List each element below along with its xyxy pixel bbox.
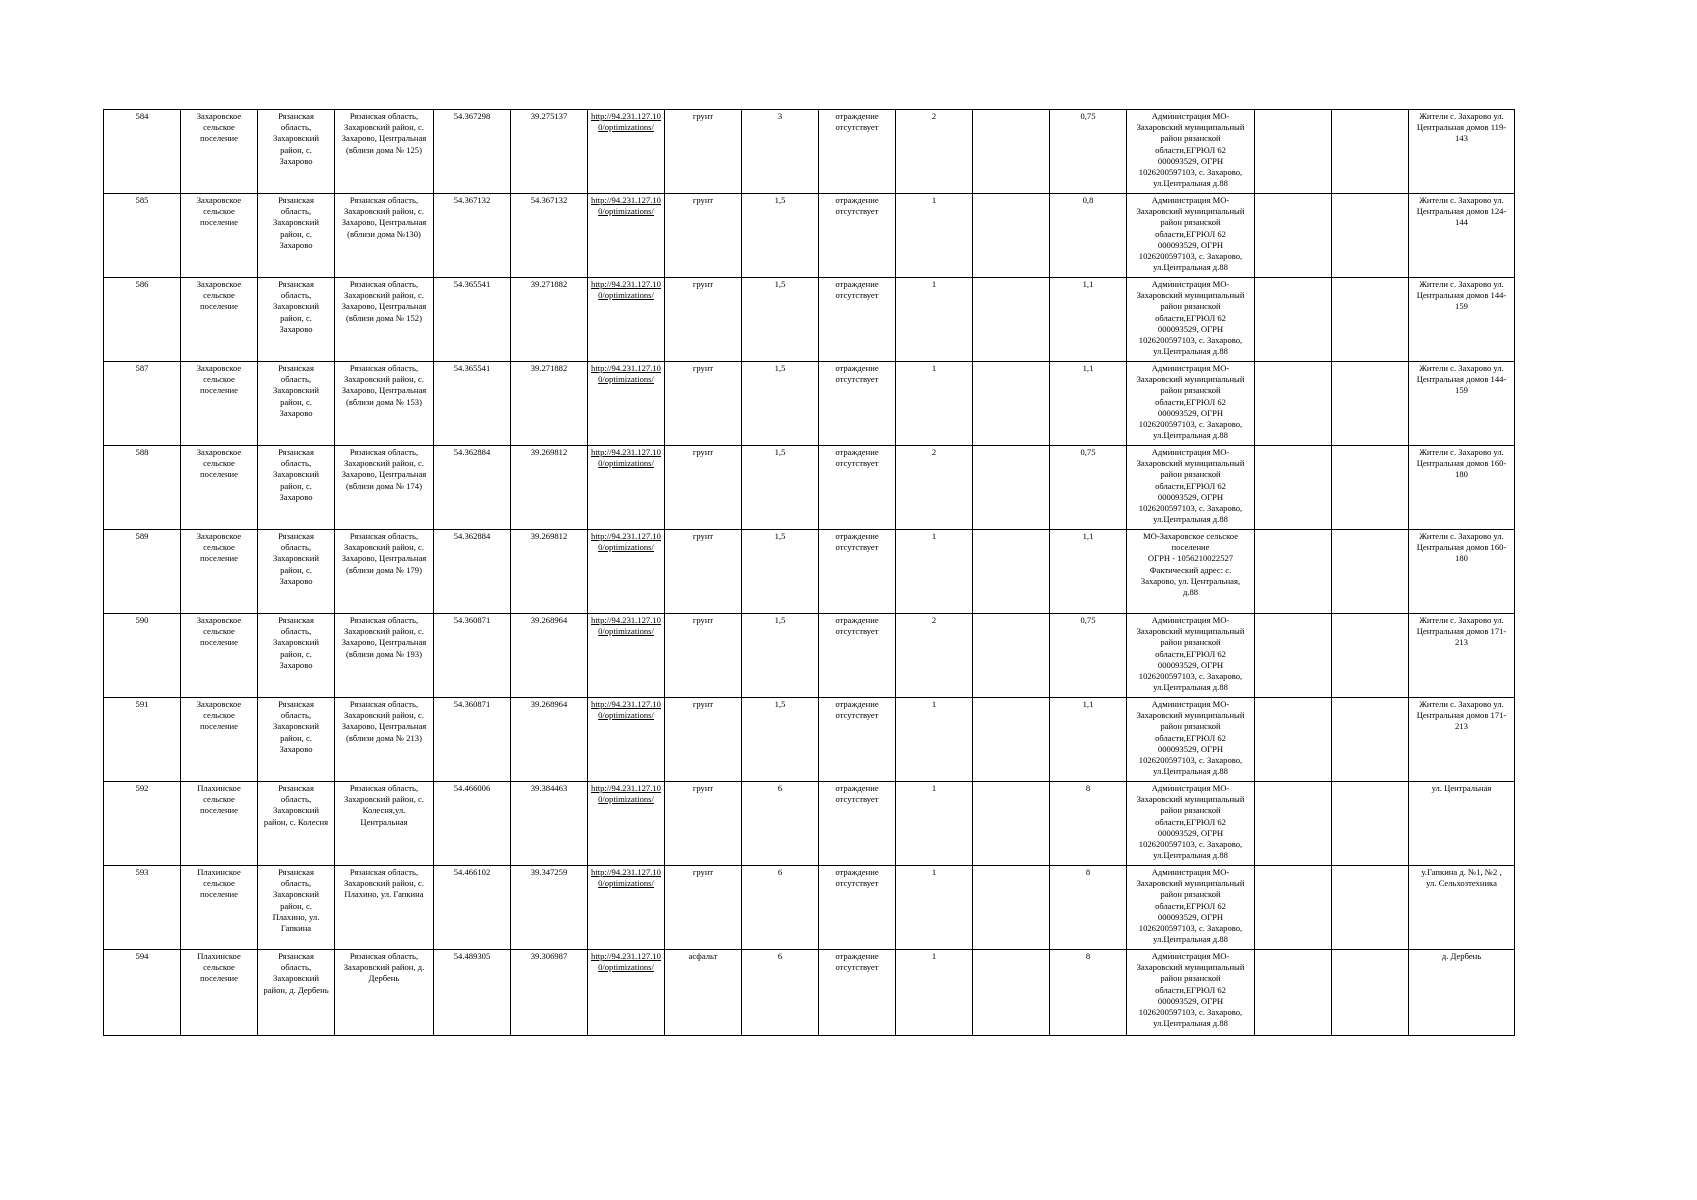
optimizations-link[interactable]: http://94.231.127.10 0/optimizations/ xyxy=(591,279,661,301)
address-cell: Рязанская область, Захаровский район, с. Захарово, Центральная (вблизи дома № 213) xyxy=(335,698,434,782)
empty-cell xyxy=(1255,782,1332,866)
table-row xyxy=(104,950,1515,1036)
fence-cell: отраждение отсутствует xyxy=(819,950,896,1036)
row-number-cell: 587 xyxy=(104,362,181,446)
optimizations-link[interactable]: http://94.231.127.10 0/optimizations/ xyxy=(591,447,661,469)
surface-cell: грунт xyxy=(665,866,742,950)
empty-cell xyxy=(1255,194,1332,278)
volume-cell: 0,75 xyxy=(1050,446,1127,530)
area-cell: 1,5 xyxy=(742,362,819,446)
latitude-cell: 54.365541 xyxy=(434,362,511,446)
district-cell: Рязанская область, Захаровский район, с. Захарово xyxy=(258,446,335,530)
empty-cell xyxy=(1255,866,1332,950)
empty-cell xyxy=(973,194,1050,278)
latitude-cell: 54.489305 xyxy=(434,950,511,1036)
surface-cell: грунт xyxy=(665,362,742,446)
fence-cell: отраждение отсутствует xyxy=(819,866,896,950)
fence-cell: отраждение отсутствует xyxy=(819,530,896,614)
district-cell: Рязанская область, Захаровский район, с. Плахино, ул. Гапкина xyxy=(258,866,335,950)
empty-cell xyxy=(1255,446,1332,530)
link-cell xyxy=(588,950,665,1036)
waste-sources-cell: Жители с. Захарово ул. Центральная домов 160- 180 xyxy=(1409,446,1515,530)
link-cell xyxy=(588,866,665,950)
optimizations-link[interactable]: http://94.231.127.10 0/optimizations/ xyxy=(591,195,661,217)
empty-cell xyxy=(1255,698,1332,782)
owner-cell: Администрация МО- Захаровский муниципальный район рязанской области,ЕГРЮЛ 62 000093529, ОГРН 1026200597103, с. Захарово, ул.Центральная д.88 xyxy=(1127,110,1255,194)
empty-cell xyxy=(1255,950,1332,1036)
latitude-cell: 54.360871 xyxy=(434,614,511,698)
fence-cell: отраждение отсутствует xyxy=(819,698,896,782)
longitude-cell: 39.271882 xyxy=(511,362,588,446)
waste-sources-cell: Жители с. Захарово ул. Центральная домов 124- 144 xyxy=(1409,194,1515,278)
settlement-cell: Плахинское сельское поселение xyxy=(181,950,258,1036)
latitude-cell: 54.360871 xyxy=(434,698,511,782)
area-cell: 1,5 xyxy=(742,194,819,278)
table-row xyxy=(104,698,1515,782)
district-cell: Рязанская область, Захаровский район, с. Захарово xyxy=(258,278,335,362)
fence-cell: отраждение отсутствует xyxy=(819,194,896,278)
volume-cell: 8 xyxy=(1050,866,1127,950)
district-cell: Рязанская область, Захаровский район, с. Захарово xyxy=(258,194,335,278)
table-row xyxy=(104,194,1515,278)
latitude-cell: 54.367298 xyxy=(434,110,511,194)
settlement-cell: Захаровское сельское поселение xyxy=(181,530,258,614)
settlement-cell: Плахинское сельское поселение xyxy=(181,866,258,950)
fence-cell: отраждение отсутствует xyxy=(819,446,896,530)
area-cell: 1,5 xyxy=(742,278,819,362)
owner-cell: Администрация МО- Захаровский муниципальный район рязанской области,ЕГРЮЛ 62 000093529, ОГРН 1026200597103, с. Захарово, ул.Центральная д.88 xyxy=(1127,782,1255,866)
empty-cell xyxy=(973,530,1050,614)
latitude-cell: 54.466102 xyxy=(434,866,511,950)
row-number-cell: 590 xyxy=(104,614,181,698)
area-cell: 6 xyxy=(742,950,819,1036)
waste-sources-cell: Жители с. Захарово ул. Центральная домов 144- 159 xyxy=(1409,362,1515,446)
containers-cell: 2 xyxy=(896,110,973,194)
row-number-cell: 586 xyxy=(104,278,181,362)
area-cell: 3 xyxy=(742,110,819,194)
optimizations-link[interactable]: http://94.231.127.10 0/optimizations/ xyxy=(591,111,661,133)
containers-cell: 2 xyxy=(896,614,973,698)
settlement-cell: Захаровское сельское поселение xyxy=(181,278,258,362)
optimizations-link[interactable]: http://94.231.127.10 0/optimizations/ xyxy=(591,363,661,385)
area-cell: 6 xyxy=(742,866,819,950)
district-cell: Рязанская область, Захаровский район, с. Захарово xyxy=(258,110,335,194)
waste-sources-cell: Жители с. Захарово ул. Центральная домов 171- 213 xyxy=(1409,698,1515,782)
empty-cell xyxy=(1255,110,1332,194)
longitude-cell: 39.306987 xyxy=(511,950,588,1036)
address-cell: Рязанская область, Захаровский район, с. Плахино, ул. Гапкина xyxy=(335,866,434,950)
empty-cell xyxy=(1332,614,1409,698)
empty-cell xyxy=(1332,194,1409,278)
volume-cell: 0,8 xyxy=(1050,194,1127,278)
row-number-cell: 593 xyxy=(104,866,181,950)
owner-cell: МО-Захаровское сельское поселение ОГРН - 1056210022527 Фактический адрес: с. Захарово, ул. Центральная, д.88 xyxy=(1127,530,1255,614)
table-row xyxy=(104,782,1515,866)
row-number-cell: 589 xyxy=(104,530,181,614)
link-cell xyxy=(588,362,665,446)
row-number-cell: 588 xyxy=(104,446,181,530)
empty-cell xyxy=(1255,362,1332,446)
containers-cell: 1 xyxy=(896,866,973,950)
area-cell: 6 xyxy=(742,782,819,866)
address-cell: Рязанская область, Захаровский район, с. Захарово, Центральная (вблизи дома № 193) xyxy=(335,614,434,698)
optimizations-link[interactable]: http://94.231.127.10 0/optimizations/ xyxy=(591,531,661,553)
table-row xyxy=(104,446,1515,530)
table-row xyxy=(104,278,1515,362)
empty-cell xyxy=(973,698,1050,782)
district-cell: Рязанская область, Захаровский район, с. Захарово xyxy=(258,614,335,698)
district-cell: Рязанская область, Захаровский район, д. Дербень xyxy=(258,950,335,1036)
owner-cell: Администрация МО- Захаровский муниципальный район рязанской области,ЕГРЮЛ 62 000093529, ОГРН 1026200597103, с. Захарово, ул.Центральная д.88 xyxy=(1127,866,1255,950)
latitude-cell: 54.365541 xyxy=(434,278,511,362)
optimizations-link[interactable]: http://94.231.127.10 0/optimizations/ xyxy=(591,867,661,889)
fence-cell: отраждение отсутствует xyxy=(819,278,896,362)
containers-cell: 1 xyxy=(896,950,973,1036)
latitude-cell: 54.367132 xyxy=(434,194,511,278)
empty-cell xyxy=(1332,446,1409,530)
owner-cell: Администрация МО- Захаровский муниципальный район рязанской области,ЕГРЮЛ 62 000093529, ОГРН 1026200597103, с. Захарово, ул.Центральная д.88 xyxy=(1127,194,1255,278)
district-cell: Рязанская область, Захаровский район, с. Захарово xyxy=(258,530,335,614)
empty-cell xyxy=(1332,950,1409,1036)
longitude-cell: 39.275137 xyxy=(511,110,588,194)
owner-cell: Администрация МО- Захаровский муниципальный район рязанской области,ЕГРЮЛ 62 000093529, ОГРН 1026200597103, с. Захарово, ул.Центральная д.88 xyxy=(1127,950,1255,1036)
fence-cell: отраждение отсутствует xyxy=(819,614,896,698)
empty-cell xyxy=(973,278,1050,362)
settlement-cell: Захаровское сельское поселение xyxy=(181,614,258,698)
settlement-cell: Захаровское сельское поселение xyxy=(181,110,258,194)
containers-cell: 1 xyxy=(896,782,973,866)
waste-sources-cell: у.Гапкина д. №1, №2 , ул. Сельхозтехника xyxy=(1409,866,1515,950)
owner-cell: Администрация МО- Захаровский муниципальный район рязанской области,ЕГРЮЛ 62 000093529, ОГРН 1026200597103, с. Захарово, ул.Центральная д.88 xyxy=(1127,278,1255,362)
address-cell: Рязанская область, Захаровский район, с. Захарово, Центральная (вблизи дома №130) xyxy=(335,194,434,278)
longitude-cell: 39.384463 xyxy=(511,782,588,866)
empty-cell xyxy=(973,782,1050,866)
surface-cell: грунт xyxy=(665,110,742,194)
link-cell xyxy=(588,614,665,698)
link-cell xyxy=(588,782,665,866)
empty-cell xyxy=(1255,530,1332,614)
volume-cell: 1,1 xyxy=(1050,278,1127,362)
row-number-cell: 585 xyxy=(104,194,181,278)
empty-cell xyxy=(1255,278,1332,362)
containers-cell: 1 xyxy=(896,278,973,362)
district-cell: Рязанская область, Захаровский район, с. Захарово xyxy=(258,362,335,446)
waste-sites-table xyxy=(103,109,1515,1036)
optimizations-link[interactable]: http://94.231.127.10 0/optimizations/ xyxy=(591,615,661,637)
table-row xyxy=(104,530,1515,614)
volume-cell: 0,75 xyxy=(1050,110,1127,194)
empty-cell xyxy=(973,950,1050,1036)
empty-cell xyxy=(1332,110,1409,194)
table-row xyxy=(104,110,1515,194)
row-number-cell: 594 xyxy=(104,950,181,1036)
link-cell xyxy=(588,446,665,530)
waste-sources-cell: Жители с. Захарово ул. Центральная домов 171- 213 xyxy=(1409,614,1515,698)
surface-cell: грунт xyxy=(665,782,742,866)
address-cell: Рязанская область, Захаровский район, с. Захарово, Центральная (вблизи дома № 152) xyxy=(335,278,434,362)
settlement-cell: Захаровское сельское поселение xyxy=(181,446,258,530)
row-number-cell: 591 xyxy=(104,698,181,782)
empty-cell xyxy=(973,614,1050,698)
fence-cell: отраждение отсутствует xyxy=(819,110,896,194)
settlement-cell: Плахинское сельское поселение xyxy=(181,782,258,866)
optimizations-link[interactable]: http://94.231.127.10 0/optimizations/ xyxy=(591,783,661,805)
waste-sources-cell: Жители с. Захарово ул. Центральная домов 160- 180 xyxy=(1409,530,1515,614)
longitude-cell: 39.347259 xyxy=(511,866,588,950)
latitude-cell: 54.466006 xyxy=(434,782,511,866)
volume-cell: 1,1 xyxy=(1050,530,1127,614)
longitude-cell: 54.367132 xyxy=(511,194,588,278)
empty-cell xyxy=(1332,530,1409,614)
area-cell: 1,5 xyxy=(742,446,819,530)
empty-cell xyxy=(1332,782,1409,866)
containers-cell: 1 xyxy=(896,194,973,278)
surface-cell: грунт xyxy=(665,698,742,782)
district-cell: Рязанская область, Захаровский район, с. Захарово xyxy=(258,698,335,782)
owner-cell: Администрация МО- Захаровский муниципальный район рязанской области,ЕГРЮЛ 62 000093529, ОГРН 1026200597103, с. Захарово, ул.Центральная д.88 xyxy=(1127,614,1255,698)
surface-cell: грунт xyxy=(665,614,742,698)
link-cell xyxy=(588,194,665,278)
link-cell xyxy=(588,110,665,194)
optimizations-link[interactable]: http://94.231.127.10 0/optimizations/ xyxy=(591,951,661,973)
empty-cell xyxy=(1332,698,1409,782)
district-cell: Рязанская область, Захаровский район, с. Колесня xyxy=(258,782,335,866)
surface-cell: грунт xyxy=(665,194,742,278)
latitude-cell: 54.362884 xyxy=(434,446,511,530)
empty-cell xyxy=(973,110,1050,194)
surface-cell: грунт xyxy=(665,446,742,530)
address-cell: Рязанская область, Захаровский район, с. Захарово, Центральная (вблизи дома № 153) xyxy=(335,362,434,446)
settlement-cell: Захаровское сельское поселение xyxy=(181,362,258,446)
empty-cell xyxy=(973,866,1050,950)
longitude-cell: 39.271882 xyxy=(511,278,588,362)
waste-sources-cell: ул. Центральная xyxy=(1409,782,1515,866)
area-cell: 1,5 xyxy=(742,698,819,782)
longitude-cell: 39.268964 xyxy=(511,614,588,698)
fence-cell: отраждение отсутствует xyxy=(819,362,896,446)
volume-cell: 1,1 xyxy=(1050,698,1127,782)
volume-cell: 8 xyxy=(1050,950,1127,1036)
link-cell xyxy=(588,530,665,614)
volume-cell: 1,1 xyxy=(1050,362,1127,446)
table-row xyxy=(104,614,1515,698)
table-body xyxy=(104,110,1515,1036)
link-cell xyxy=(588,278,665,362)
table-row xyxy=(104,362,1515,446)
volume-cell: 0,75 xyxy=(1050,614,1127,698)
containers-cell: 1 xyxy=(896,362,973,446)
empty-cell xyxy=(1332,362,1409,446)
address-cell: Рязанская область, Захаровский район, с. Колесня,ул. Центральная xyxy=(335,782,434,866)
link-cell xyxy=(588,698,665,782)
owner-cell: Администрация МО- Захаровский муниципальный район рязанской области,ЕГРЮЛ 62 000093529, ОГРН 1026200597103, с. Захарово, ул.Центральная д.88 xyxy=(1127,446,1255,530)
empty-cell xyxy=(1255,614,1332,698)
row-number-cell: 592 xyxy=(104,782,181,866)
volume-cell: 8 xyxy=(1050,782,1127,866)
owner-cell: Администрация МО- Захаровский муниципальный район рязанской области,ЕГРЮЛ 62 000093529, ОГРН 1026200597103, с. Захарово, ул.Центральная д.88 xyxy=(1127,362,1255,446)
address-cell: Рязанская область, Захаровский район, с. Захарово, Центральная (вблизи дома № 179) xyxy=(335,530,434,614)
waste-sources-cell: д. Дербень xyxy=(1409,950,1515,1036)
area-cell: 1,5 xyxy=(742,530,819,614)
containers-cell: 2 xyxy=(896,446,973,530)
surface-cell: грунт xyxy=(665,530,742,614)
settlement-cell: Захаровское сельское поселение xyxy=(181,194,258,278)
address-cell: Рязанская область, Захаровский район, с. Захарово, Центральная (вблизи дома № 174) xyxy=(335,446,434,530)
optimizations-link[interactable]: http://94.231.127.10 0/optimizations/ xyxy=(591,699,661,721)
area-cell: 1,5 xyxy=(742,614,819,698)
longitude-cell: 39.268964 xyxy=(511,698,588,782)
settlement-cell: Захаровское сельское поселение xyxy=(181,698,258,782)
empty-cell xyxy=(1332,866,1409,950)
containers-cell: 1 xyxy=(896,530,973,614)
surface-cell: асфальт xyxy=(665,950,742,1036)
owner-cell: Администрация МО- Захаровский муниципальный район рязанской области,ЕГРЮЛ 62 000093529, ОГРН 1026200597103, с. Захарово, ул.Центральная д.88 xyxy=(1127,698,1255,782)
address-cell: Рязанская область, Захаровский район, д. Дербень xyxy=(335,950,434,1036)
empty-cell xyxy=(1332,278,1409,362)
waste-sources-cell: Жители с. Захарово ул. Центральная домов 119- 143 xyxy=(1409,110,1515,194)
empty-cell xyxy=(973,446,1050,530)
row-number-cell: 584 xyxy=(104,110,181,194)
address-cell: Рязанская область, Захаровский район, с. Захарово, Центральная (вблизи дома № 125) xyxy=(335,110,434,194)
longitude-cell: 39.269812 xyxy=(511,446,588,530)
fence-cell: отраждение отсутствует xyxy=(819,782,896,866)
surface-cell: грунт xyxy=(665,278,742,362)
empty-cell xyxy=(973,362,1050,446)
table-row xyxy=(104,866,1515,950)
latitude-cell: 54.362884 xyxy=(434,530,511,614)
longitude-cell: 39.269812 xyxy=(511,530,588,614)
waste-sources-cell: Жители с. Захарово ул. Центральная домов 144- 159 xyxy=(1409,278,1515,362)
containers-cell: 1 xyxy=(896,698,973,782)
